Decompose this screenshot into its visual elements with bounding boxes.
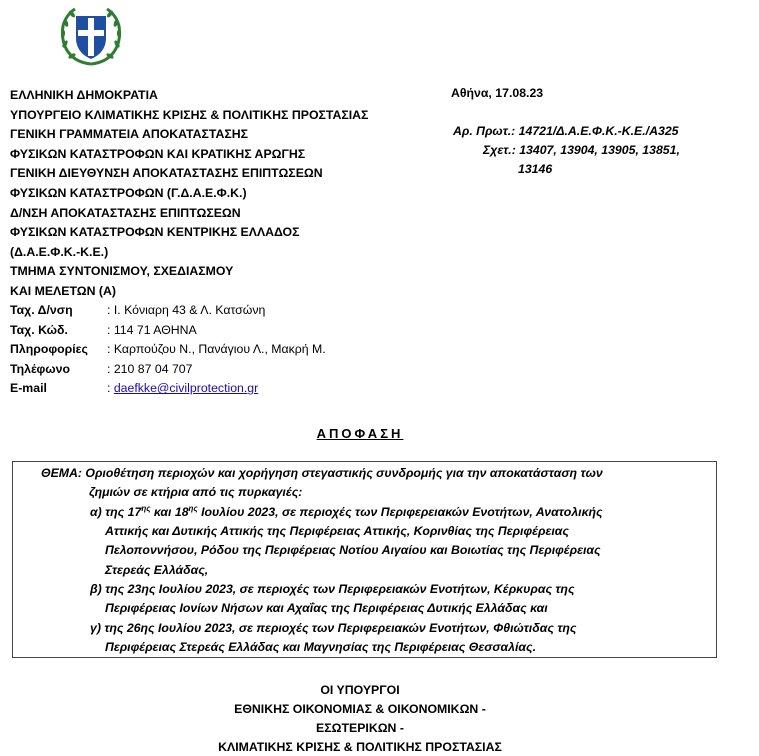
related-references-cont: 13146 xyxy=(518,162,553,176)
info-label: Πληροφορίες xyxy=(10,342,88,357)
header-line: ΚΑΙ ΜΕΛΕΤΩΝ (Α) xyxy=(10,283,116,298)
header-line: ΓΕΝΙΚΗ ΓΡΑΜΜΑΤΕΙΑ ΑΠΟΚΑΤΑΣΤΑΣΗΣ xyxy=(10,127,248,142)
document-date: Αθήνα, 17.08.23 xyxy=(451,86,544,100)
hellenic-republic-emblem xyxy=(58,4,124,68)
phone-label: Τηλέφωνο xyxy=(10,361,71,376)
subject-line: Περιφέρειας Ιονίων Νήσων και Αχαΐας της Περιφέρειας Δυτικής Ελλάδας και xyxy=(105,601,548,615)
subject-line: Περιφέρειας Στερεάς Ελλάδας και Μαγνησίας της Περιφέρειας Θεσσαλίας. xyxy=(105,640,537,654)
subject-item-b: β) της 23ης Ιουλίου 2023, σε περιοχές των Περιφερειακών Ενοτήτων, Κέρκυρας της xyxy=(90,582,575,596)
protocol-number: Αρ. Πρωτ.: 14721/Δ.Α.Ε.Φ.Κ.-Κ.Ε./Α325 xyxy=(453,124,679,138)
zip-row xyxy=(10,321,326,341)
phone-value: : 210 87 04 707 xyxy=(107,361,193,376)
email-row xyxy=(10,379,326,399)
header-line: ΥΠΟΥΡΓΕΙΟ ΚΛΙΜΑΤΙΚΗΣ ΚΡΙΣΗΣ & ΠΟΛΙΤΙΚΗΣ ΠΡΟΣΤΑΣΙΑΣ xyxy=(10,107,369,122)
minister-line: ΚΛΙΜΑΤΙΚΗΣ ΚΡΙΣΗΣ & ΠΟΛΙΤΙΚΗΣ ΠΡΟΣΤΑΣΙΑΣ xyxy=(218,740,502,754)
minister-line: ΕΣΩΤΕΡΙΚΩΝ - xyxy=(316,721,404,735)
phone-row xyxy=(10,360,326,380)
subject-line: Πελοποννήσου, Ρόδου της Περιφέρειας Νοτίου Αιγαίου και Βοιωτίας της Περιφέρειας xyxy=(105,543,601,557)
subject-line: Στερεάς Ελλάδας, xyxy=(105,563,209,577)
subject-line: ζημιών σε κτήρια από τις πυρκαγιές: xyxy=(89,485,303,499)
issuing-authority-header xyxy=(10,86,368,302)
subject-box xyxy=(12,461,717,658)
subject-item-a: α) της $17^{\eta\varsigma}$ και $18^{\eta\varsigma}$ Ιουλίου 2023, σε περιοχές των Περιφερειακών Ενοτήτων, Ανατολικής xyxy=(90,503,603,519)
minister-line: ΕΘΝΙΚΗΣ ΟΙΚΟΝΟΜΙΑΣ & ΟΙΚΟΝΟΜΙΚΩΝ - xyxy=(234,702,486,716)
address-row xyxy=(10,301,326,321)
subject-item-c: γ) της 26ης Ιουλίου 2023, σε περιοχές των Περιφερειακών Ενοτήτων, Φθιώτιδας της xyxy=(90,621,577,635)
header-line: (Δ.Α.Ε.Φ.Κ.-Κ.Ε.) xyxy=(10,244,109,259)
email-colon: : xyxy=(107,381,114,396)
decision-title: ΑΠΟΦΑΣΗ xyxy=(316,426,404,441)
header-line: ΦΥΣΙΚΩΝ ΚΑΤΑΣΤΡΟΦΩΝ ΚΕΝΤΡΙΚΗΣ ΕΛΛΑΔΟΣ xyxy=(10,225,300,240)
header-line: ΕΛΛΗΝΙΚΗ ΔΗΜΟΚΡΑΤΙΑ xyxy=(10,88,158,102)
header-line: ΓΕΝΙΚΗ ΔΙΕΥΘΥΝΣΗ ΑΠΟΚΑΤΑΣΤΑΣΗΣ ΕΠΙΠΤΩΣΕΩΝ xyxy=(10,166,323,181)
email-label: E-mail xyxy=(10,381,47,396)
zip-label: Ταχ. Κώδ. xyxy=(10,322,68,337)
info-row xyxy=(10,340,326,360)
header-line: ΦΥΣΙΚΩΝ ΚΑΤΑΣΤΡΟΦΩΝ ΚΑΙ ΚΡΑΤΙΚΗΣ ΑΡΩΓΗΣ xyxy=(10,146,306,161)
info-value: : Καρπούζου Ν., Πανάγιου Λ., Μακρή Μ. xyxy=(107,342,326,357)
subject-line: ΘΕΜΑ: Οριοθέτηση περιοχών και χορήγηση στεγαστικής συνδρομής για την αποκατάσταση των xyxy=(41,466,603,480)
ministers-heading: ΟΙ ΥΠΟΥΡΓΟΙ xyxy=(320,683,400,697)
address-value: : Ι. Κόνιαρη 43 & Λ. Κατσώνη xyxy=(107,303,266,317)
zip-value: : 114 71 ΑΘΗΝΑ xyxy=(107,322,197,337)
header-line: ΤΜΗΜΑ ΣΥΝΤΟΝΙΣΜΟΥ, ΣΧΕΔΙΑΣΜΟΥ xyxy=(10,264,234,279)
related-references: Σχετ.: 13407, 13904, 13905, 13851, xyxy=(483,143,680,157)
address-label: Ταχ. Δ/νση xyxy=(10,303,73,317)
subject-line: Αττικής και Δυτικής Αττικής της Περιφέρειας Αττικής, Κορινθίας της Περιφέρειας xyxy=(105,524,569,538)
header-line: ΦΥΣΙΚΩΝ ΚΑΤΑΣΤΡΟΦΩΝ (Γ.Δ.Α.Ε.Φ.Κ.) xyxy=(10,185,247,200)
contact-details xyxy=(10,301,326,399)
email-link[interactable]: daefkke@civilprotection.gr xyxy=(113,381,259,396)
header-line: Δ/ΝΣΗ ΑΠΟΚΑΤΑΣΤΑΣΗΣ ΕΠΙΠΤΩΣΕΩΝ xyxy=(10,205,241,220)
